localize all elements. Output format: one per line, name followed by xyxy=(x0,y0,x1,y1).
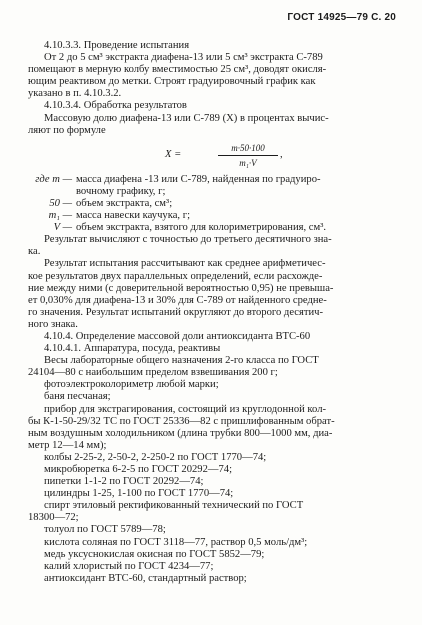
paragraph-line: указано в п. 4.10.3.2. xyxy=(28,88,122,100)
equipment-line: медь уксуснокислая окисная по ГОСТ 5852—79; xyxy=(44,548,265,560)
section-title-4-10-4-1: 4.10.4.1. Аппаратура, посуда, реактивы xyxy=(44,343,221,355)
paragraph-line: ние между ними (с доверительной вероятностью 0,95) не превыша- xyxy=(28,282,334,294)
legend-row xyxy=(28,210,400,222)
formula-tail: , xyxy=(280,148,283,160)
paragraph-line: кое результатов двух параллельных определений, если расхожде- xyxy=(28,270,323,282)
equipment-line: метр 12—14 мм); xyxy=(28,439,107,451)
paragraph-line: ка. xyxy=(28,246,41,258)
equipment-line: бы К-1-50-29/32 ТС по ГОСТ 25336—82 с пришлифованным обрат- xyxy=(28,415,335,427)
equipment-line: цилиндры 1-25, 1-100 по ГОСТ 1770—74; xyxy=(44,488,234,500)
formula xyxy=(28,138,400,172)
equipment-line: ным воздушным холодильником (длина трубки 800—1000 мм, диа- xyxy=(28,427,333,439)
equipment-line: 18300—72; xyxy=(28,512,79,524)
paragraph-line: Результат вычисляют с точностью до третьего десятичного зна- xyxy=(44,234,332,246)
equipment-line: толуол по ГОСТ 5789—78; xyxy=(44,524,166,536)
legend-symbol: V — xyxy=(53,222,72,234)
legend-symbol xyxy=(28,186,76,198)
legend-text: вочному графику, г; xyxy=(76,185,166,197)
paragraph-line: Результат испытания рассчитывают как среднее арифметичес- xyxy=(44,258,326,270)
legend-text: объем экстракта, взятого для колориметрирования, см³. xyxy=(76,222,327,234)
paragraph-line: ет 0,030% для диафена-13 и 30% для С-789 от найденного средне- xyxy=(28,294,327,306)
paragraph-line: ного знака. xyxy=(28,318,78,330)
paragraph-line: ляют по формуле xyxy=(28,124,106,136)
legend-row xyxy=(28,174,400,186)
equipment-line: калий хлористый по ГОСТ 4234—77; xyxy=(44,560,214,572)
legend-row xyxy=(28,198,400,210)
paragraph-line: помещают в мерную колбу вместимостью 25 см³, доводят окисля- xyxy=(28,64,327,76)
equipment-line: кислота соляная по ГОСТ 3118—77, раствор 0,5 моль/дм³; xyxy=(44,536,308,548)
paragraph-line: Массовую долю диафена-13 или С-789 (X) в процентах вычис- xyxy=(44,112,329,124)
equipment-line: микробюретка 6-2-5 по ГОСТ 20292—74; xyxy=(44,464,233,475)
legend-text: объем экстракта, см³; xyxy=(76,197,173,209)
legend-symbol: m₁ — xyxy=(48,210,72,222)
equipment-line: колбы 2-25-2, 2-50-2, 2-250-2 по ГОСТ 1770—74; xyxy=(44,451,267,463)
formula-lhs: X = xyxy=(165,148,182,160)
equipment-line: пипетки 1-1-2 по ГОСТ 20292—74; xyxy=(44,476,204,488)
legend-symbol: 50 — xyxy=(49,197,72,209)
equipment-line: спирт этиловый ректификованный технический по ГОСТ xyxy=(44,500,304,512)
legend-text: масса диафена -13 или С-789, найденная по градуиро- xyxy=(76,173,321,185)
paragraph-line: го значения. Результат испытаний округляют до второго десятич- xyxy=(28,306,324,318)
legend-symbol: где m — xyxy=(35,173,72,185)
equipment-line: антиоксидант ВТС-60, стандартный раствор; xyxy=(44,572,247,584)
page-header: ГОСТ 14925—79 С. 20 xyxy=(287,12,396,23)
equipment-line: фотоэлектроколориметр любой марки; xyxy=(44,379,219,391)
section-title-4-10-4: 4.10.4. Определение массовой доли антиоксиданта ВТС-60 xyxy=(44,330,311,342)
section-title-4-10-3-3: 4.10.3.3. Проведение испытания xyxy=(44,40,190,51)
equipment-line: 24104—80 с наибольшим пределом взвешивания 200 г; xyxy=(28,367,278,379)
legend-row xyxy=(28,186,400,198)
paragraph-line: ющим реактивом до метки. Строят градуировочный график как xyxy=(28,76,316,88)
equipment-line: баня песчаная; xyxy=(44,391,111,403)
formula-fraction xyxy=(218,142,278,169)
legend-text: масса навески каучука, г; xyxy=(76,210,191,222)
paragraph-line: От 2 до 5 см³ экстракта диафена-13 или 5 см³ экстракта С-789 xyxy=(44,52,323,64)
formula-denominator: m₁·V xyxy=(239,157,257,168)
legend-row xyxy=(28,222,400,234)
section-title-4-10-3-4: 4.10.3.4. Обработка результатов xyxy=(44,100,187,112)
equipment-line: прибор для экстрагирования, состоящий из круглодонной кол- xyxy=(44,403,327,415)
document-body xyxy=(28,40,400,585)
equipment-line: Весы лабораторные общего назначения 2-го класса по ГОСТ xyxy=(44,355,319,367)
formula-numerator: m·50·100 xyxy=(218,142,278,156)
